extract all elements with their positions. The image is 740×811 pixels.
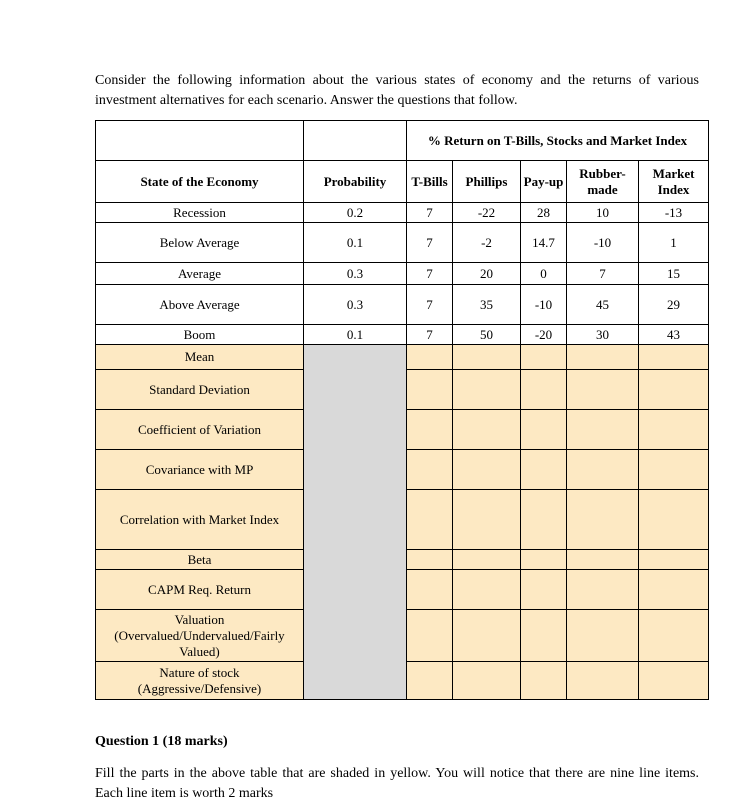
return-cell: 35	[453, 285, 521, 325]
return-cell: 15	[639, 263, 709, 285]
answer-cell[interactable]	[521, 570, 567, 610]
blank-cell	[96, 121, 304, 161]
probability-grey-block	[304, 345, 407, 700]
answer-cell[interactable]	[521, 662, 567, 700]
answer-cell[interactable]	[407, 450, 453, 490]
answer-cell[interactable]	[521, 550, 567, 570]
answer-cell[interactable]	[453, 345, 521, 370]
return-cell: 14.7	[521, 223, 567, 263]
return-cell: 0	[521, 263, 567, 285]
answer-cell[interactable]	[639, 490, 709, 550]
returns-table	[95, 120, 709, 700]
group-header: % Return on T-Bills, Stocks and Market Index	[407, 121, 709, 161]
answer-cell[interactable]	[521, 345, 567, 370]
answer-cell[interactable]	[407, 550, 453, 570]
answer-cell[interactable]	[567, 570, 639, 610]
answer-cell[interactable]	[453, 550, 521, 570]
return-cell: 1	[639, 223, 709, 263]
col-header-phillips: Phillips	[453, 161, 521, 203]
probability-cell: 0.1	[304, 325, 407, 345]
answer-cell[interactable]	[521, 370, 567, 410]
answer-cell[interactable]	[521, 610, 567, 662]
calc-label: Beta	[96, 550, 304, 570]
answer-cell[interactable]	[453, 370, 521, 410]
question-title: Question 1 (18 marks)	[95, 734, 228, 749]
col-header-probability: Probability	[304, 161, 407, 203]
calc-label: Standard Deviation	[96, 370, 304, 410]
return-cell: -2	[453, 223, 521, 263]
calc-label: CAPM Req. Return	[96, 570, 304, 610]
return-cell: -22	[453, 203, 521, 223]
table-row	[96, 203, 709, 223]
return-cell: 7	[567, 263, 639, 285]
answer-cell[interactable]	[453, 490, 521, 550]
answer-cell[interactable]	[521, 450, 567, 490]
return-cell: 50	[453, 325, 521, 345]
answer-cell[interactable]	[639, 570, 709, 610]
intro-paragraph: Consider the following information about the various states of economy and the returns of various investment alternatives for each scenario. Answer the questions that follow.	[95, 73, 699, 108]
answer-cell[interactable]	[407, 662, 453, 700]
return-cell: 10	[567, 203, 639, 223]
blank-cell	[304, 121, 407, 161]
answer-cell[interactable]	[567, 410, 639, 450]
column-header-row	[96, 161, 709, 203]
return-cell: -20	[521, 325, 567, 345]
return-cell: 7	[407, 263, 453, 285]
group-header-row	[96, 121, 709, 161]
answer-cell[interactable]	[453, 610, 521, 662]
col-header-state: State of the Economy	[96, 161, 304, 203]
answer-cell[interactable]	[453, 570, 521, 610]
probability-cell: 0.2	[304, 203, 407, 223]
table-row	[96, 285, 709, 325]
return-cell: 43	[639, 325, 709, 345]
answer-cell[interactable]	[639, 610, 709, 662]
table-row	[96, 325, 709, 345]
question-body: Fill the parts in the above table that are shaded in yellow. You will notice that there are nine line items. Each line item is worth 2 marks	[95, 766, 699, 801]
answer-cell[interactable]	[639, 662, 709, 700]
calc-label: Correlation with Market Index	[96, 490, 304, 550]
answer-cell[interactable]	[639, 450, 709, 490]
calc-row	[96, 345, 709, 370]
return-cell: 7	[407, 325, 453, 345]
answer-cell[interactable]	[567, 370, 639, 410]
col-header-rubbermade: Rubber-made	[567, 161, 639, 203]
answer-cell[interactable]	[407, 610, 453, 662]
return-cell: 45	[567, 285, 639, 325]
answer-cell[interactable]	[521, 410, 567, 450]
answer-cell[interactable]	[453, 662, 521, 700]
calc-label: Mean	[96, 345, 304, 370]
col-header-market-index: Market Index	[639, 161, 709, 203]
col-header-payup: Pay-up	[521, 161, 567, 203]
return-cell: -13	[639, 203, 709, 223]
answer-cell[interactable]	[639, 345, 709, 370]
answer-cell[interactable]	[407, 370, 453, 410]
calc-label: Valuation (Overvalued/Undervalued/Fairly Valued)	[96, 610, 304, 662]
answer-cell[interactable]	[567, 610, 639, 662]
answer-cell[interactable]	[453, 410, 521, 450]
return-cell: -10	[521, 285, 567, 325]
probability-cell: 0.1	[304, 223, 407, 263]
answer-cell[interactable]	[567, 550, 639, 570]
state-cell: Boom	[96, 325, 304, 345]
probability-cell: 0.3	[304, 285, 407, 325]
return-cell: 7	[407, 203, 453, 223]
return-cell: 7	[407, 285, 453, 325]
col-header-tbills: T-Bills	[407, 161, 453, 203]
answer-cell[interactable]	[407, 490, 453, 550]
answer-cell[interactable]	[639, 550, 709, 570]
return-cell: 29	[639, 285, 709, 325]
answer-cell[interactable]	[521, 490, 567, 550]
state-cell: Above Average	[96, 285, 304, 325]
probability-cell: 0.3	[304, 263, 407, 285]
answer-cell[interactable]	[567, 450, 639, 490]
table-row	[96, 223, 709, 263]
answer-cell[interactable]	[639, 370, 709, 410]
calc-label: Covariance with MP	[96, 450, 304, 490]
answer-cell[interactable]	[407, 410, 453, 450]
calc-label: Nature of stock (Aggressive/Defensive)	[96, 662, 304, 700]
answer-cell[interactable]	[567, 662, 639, 700]
return-cell: 28	[521, 203, 567, 223]
return-cell: -10	[567, 223, 639, 263]
state-cell: Recession	[96, 203, 304, 223]
calc-label: Coefficient of Variation	[96, 410, 304, 450]
answer-cell[interactable]	[639, 410, 709, 450]
return-cell: 7	[407, 223, 453, 263]
answer-cell[interactable]	[567, 345, 639, 370]
answer-cell[interactable]	[407, 345, 453, 370]
state-cell: Below Average	[96, 223, 304, 263]
return-cell: 30	[567, 325, 639, 345]
table-row	[96, 263, 709, 285]
state-cell: Average	[96, 263, 304, 285]
return-cell: 20	[453, 263, 521, 285]
answer-cell[interactable]	[453, 450, 521, 490]
answer-cell[interactable]	[407, 570, 453, 610]
answer-cell[interactable]	[567, 490, 639, 550]
